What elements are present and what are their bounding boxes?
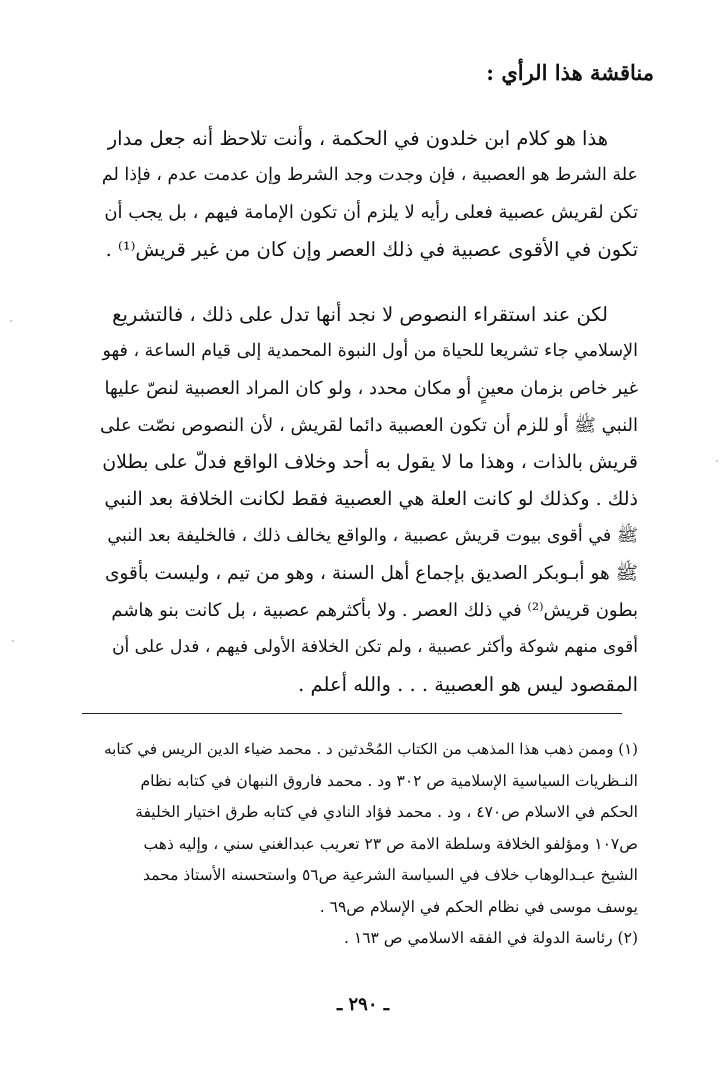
footnote-line: الشيخ عبـدالوهاب خلاف في السياسة الشرعية ص٥٦ واستحسنه الأستاذ محمد xyxy=(143,866,638,884)
paragraph-line: الإسلامي جاء تشريعا للحياة من أول النبوة المحمدية إلى قيام الساعة ، فهو xyxy=(102,341,638,361)
footnote-line: ص١٠٧ ومؤلفو الخلافة وسلطة الامة ص ٢٣ تعريب عبدالغني سني ، وإليه ذهب xyxy=(143,834,638,853)
footnotes xyxy=(98,734,638,955)
paragraph-line: ﷺ في أقوى بيوت قريش عصبية ، والواقع يخالف ذلك ، فالخليفة بعد النبي xyxy=(107,526,638,546)
scan-speck xyxy=(12,640,14,642)
paragraph-line: لكن عند استقراء النصوص لا نجد أنها تدل على ذلك ، فالتشريع xyxy=(112,303,608,326)
paragraph-line: علة الشرط هو العصبية ، فإن وجدت وجد الشرط وإن عدمت عدم ، فإذا لم xyxy=(101,165,638,185)
footnote-line: النـظريات السياسية الإسلامية ص ٣٠٢ ود . محمد فاروق النبهان في كتابه نظام xyxy=(140,771,638,790)
paragraph-line: ﷺ هو أبـوبكر الصديق بإجماع أهل السنة ، وهو من تيم ، وليست بأقوى xyxy=(104,563,638,584)
paragraph-line: هذا هو كلام ابن خلدون في الحكمة ، وأنت تلاحظ أنه جعل مدار xyxy=(107,127,608,150)
paragraph-line: بطون قريش⁽²⁾ في ذلك العصر . ولا بأكثرهم عصبية ، بل كانت بنو هاشم xyxy=(111,600,638,621)
paragraph-line: النبي ﷺ أو للزم أن تكون العصبية دائما لقريش ، لأن النصوص نصّت على xyxy=(100,415,638,436)
footnote-line: يوسف موسى في نظام الحكم في الإسلام ص٦٩ . xyxy=(319,897,638,916)
footnote-line: الحكم في الاسلام ص٤٧٠ ، ود . محمد فؤاد النادي في كتابه طرق اختيار الخليفة xyxy=(135,803,638,821)
footnote-line: (١) وممن ذهب هذا المذهب من الكتاب المُحْدثين د . محمد ضياء الدين الريس في كتابه xyxy=(104,740,638,758)
paragraph-line: تكن لقريش عصبية فعلى رأيه لا يلزم أن تكون الإمامة فيهم ، بل يجب أن xyxy=(104,202,638,223)
footnote-divider xyxy=(82,713,622,714)
paragraph-line: قريش بالذات ، وهذا ما لا يقول به أحد وخلاف الواقع فدلّ على بطلان xyxy=(102,451,638,473)
paragraph-2 xyxy=(98,296,638,703)
paragraph-1 xyxy=(98,120,638,268)
paragraph-line: أقوى منهم شوكة وأكثر عصبية ، ولم تكن الخلافة الأولى فيهم ، فدل على أن xyxy=(112,637,638,657)
section-heading: مناقشة هذا الرأي : xyxy=(486,60,654,85)
page-number: ـ ٢٩٠ ـ xyxy=(336,994,390,1015)
footnote-line: (٢) رئاسة الدولة في الفقه الاسلامي ص ١٦٣ . xyxy=(344,929,638,947)
scan-speck xyxy=(10,320,12,322)
paragraph-line: تكون في الأقوى عصبية في ذلك العصر وإن كان من غير قريش⁽¹⁾ . xyxy=(105,238,638,261)
paragraph-line: المقصود ليس هو العصبية . . . والله أعلم . xyxy=(298,673,638,696)
paragraph-line: غير خاص بزمان معينٍ أو مكان محدد ، ولو كان المراد العصبية لنصّ عليها xyxy=(104,378,638,399)
paragraph-line: ذلك . وكذلك لو كانت العلة هي العصبية فقط لكانت الخلافة بعد النبي xyxy=(104,488,638,510)
scan-speck xyxy=(716,460,718,462)
